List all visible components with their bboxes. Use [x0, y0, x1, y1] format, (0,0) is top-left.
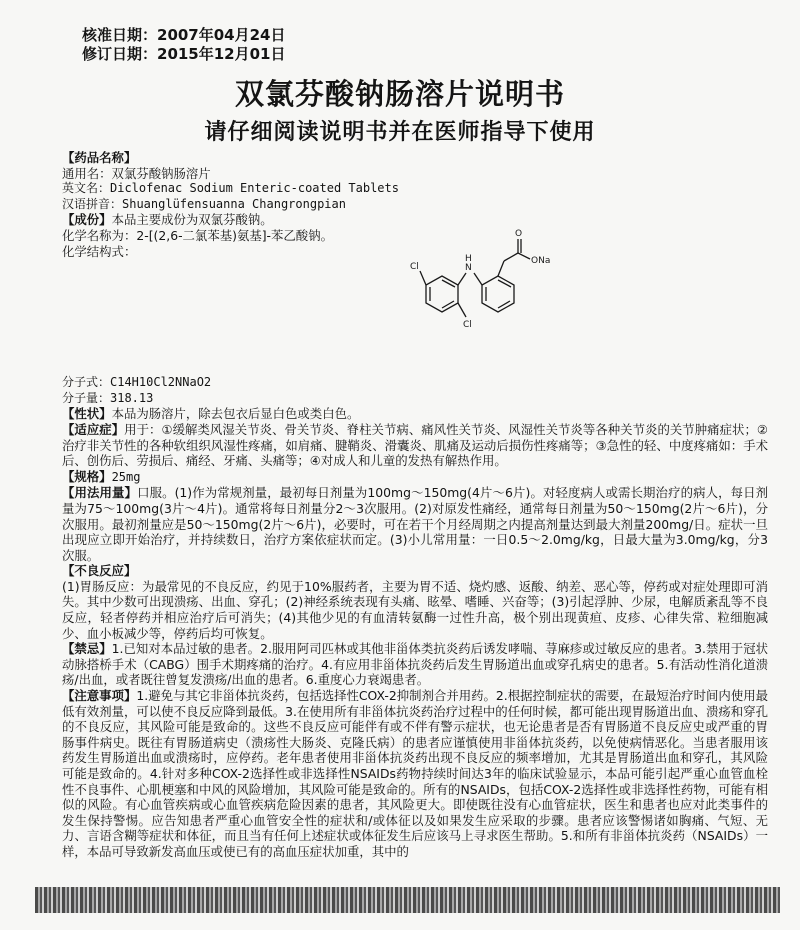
pinyin-name: 汉语拼音：Shuanglüfensuanna Changrongpian [62, 196, 346, 211]
dosage-section [62, 485, 768, 563]
ingredients-line [62, 212, 768, 228]
document-title: 双氯芬酸钠肠溶片说明书 [234, 77, 565, 111]
structure-label: 化学结构式： [62, 243, 137, 259]
approval-date: 核准日期：2007年04月24日 [82, 26, 286, 44]
dosage-heading: 【用法用量】 [62, 485, 138, 501]
contra-section [62, 641, 768, 688]
atom-cl-bottom: Cl [463, 320, 472, 330]
atom-o: O [515, 229, 523, 239]
spec-text: 25mg [111, 469, 141, 484]
caution-text: 1.避免与其它非甾体抗炎药，包括选择性COX-2抑制剂合并用药。2.根据控制症状的需要，在最短治疗时间内使用最低有效剂量，可以使不良反应降到最低。3.在使用所有非甾体抗炎药治疗过程中的任何时候，都可能出现胃肠道出血、溃疡和穿孔的不良反应，其风险可能是致命的。这些不良反应可能伴有或不伴有警示症状，也无论患者是否有胃肠道不良反应史或严重的胃肠事件病史。既往有胃肠道病史（溃疡性大肠炎、克隆氏病）的患者应谨慎使用非甾体抗炎药，以免使病情恶化。当患者服用该药发生胃肠道出血或溃疡时，应停药。老年患者使用非甾体抗炎药出现不良反应的频率增加，尤其是胃肠道出血和穿孔，其风险可能是致命的。4.针对多种COX-2选择性或非选择性NSAIDs药物持续时间达3年的临床试验显示，本品可能引起严重心血管血栓性不良事件、心肌梗塞和中风的风险增加，其风险可能是致命的。所有的NSAIDs，包括COX-2选择性或非选择性药物，可能有相似的风险。有心血管疾病或心血管疾病危险因素的患者，其风险更大。即使既往没有心血管症状，医生和患者也应对此类事件的发生保持警惕。应告知患者严重心血管安全性的症状和/或体征以及如果发生应采取的步骤。患者应该警惕诸如胸痛、气短、无力、言语含糊等症状和体征，而且当有任何上述症状或体征发生后应该马上寻求医生帮助。5.和所有非甾体抗炎药（NSAIDs）一样，本品可导致新发高血压或使已有的高血压症状加重，其中的 [62, 688, 769, 859]
document-subtitle: 请仔细阅读说明书并在医师指导下使用 [204, 120, 596, 145]
molecular-weight: 分子量：318.13 [62, 390, 154, 405]
molecular-formula: 分子式：C14H10Cl2NNaO2 [62, 375, 212, 390]
character-section [62, 406, 768, 422]
spec-section [62, 469, 768, 486]
atom-n: N [465, 263, 472, 273]
character-heading: 【性状】 [62, 406, 112, 422]
caution-section [62, 688, 768, 860]
structure-spacer [62, 259, 768, 375]
indications-section [62, 422, 768, 469]
dosage-text: 口服。(1)作为常规剂量，最初每日剂量为100mg～150mg(4片～6片)。对轻度病人或需长期治疗的病人，每日剂量为75～100mg(3片～4片)。通常将每日剂量分2～3次服用。(2)对原发性痛经，通常每日剂量为50～150mg(2片～6片)，分次服用。最初剂量应是50～150mg(2片～6片)，必要时，可在若干个月经周期之内提高剂量达到最大剂量200mg/日。症状一旦出现应立即开始治疗，并持续数日，治疗方案依症状而定。(3)小儿常用量：一日0.5～2.0mg/kg，日最大量为3.0mg/kg，分3次服。 [62, 485, 769, 563]
ingredients-heading: 【成份】 [62, 212, 112, 228]
character-text: 本品为肠溶片，除去包衣后显白色或类白色。 [111, 406, 360, 422]
atom-ona: ONa [531, 256, 551, 266]
scan-edge-band [35, 887, 780, 913]
contra-heading: 【禁忌】 [62, 641, 112, 657]
spec-heading: 【规格】 [62, 468, 112, 484]
drug-name-heading: 【药品名称】 [62, 150, 137, 165]
generic-name: 通用名：双氯芬酸钠肠溶片 [62, 165, 211, 181]
adverse-text: (1)胃肠反应：为最常见的不良反应，约见于10%服药者，主要为胃不适、烧灼感、返酸、纳差、恶心等，停药或对症处理即可消失。其中少数可出现溃疡、出血、穿孔；(2)神经系统表现有头痛、眩晕、嗜睡、兴奋等；(3)引起浮肿、少尿，电解质紊乱等不良反应，轻者停药并相应治疗后可消失；(4)其他少见的有血清转氨酶一过性升高，极个别出现黄疸、皮疹、心律失常、粒细胞减少、血小板减少等，停药后均可恢复。 [62, 578, 768, 641]
chemical-name: 化学名称为：2-[(2,6-二氯苯基)氨基]-苯乙酸钠。 [62, 227, 333, 243]
document-body [62, 150, 768, 860]
english-name: 英文名：Diclofenac Sodium Enteric-coated Tablets [62, 181, 399, 196]
indications-heading: 【适应症】 [62, 421, 125, 437]
revision-date: 修订日期：2015年12月01日 [82, 45, 286, 63]
adverse-heading: 【不良反应】 [62, 563, 137, 579]
atom-h: H [465, 254, 472, 264]
ingredients-text: 本品主要成份为双氯芬酸钠。 [111, 212, 273, 228]
caution-heading: 【注意事项】 [62, 688, 137, 704]
atom-cl-top: Cl [410, 262, 419, 272]
date-block [82, 26, 286, 64]
indications-text: 用于：①缓解类风湿关节炎、骨关节炎、脊柱关节病、痛风性关节炎、风湿性关节炎等各种关节炎的关节肿痛症状；②治疗非关节性的各种软组织风湿性疼痛，如肩痛、腱鞘炎、滑囊炎、肌痛及运动后损伤性疼痛等；③急性的轻、中度疼痛如：手术后、创伤后、劳损后、痛经、牙痛、头痛等；④对成人和儿童的发热有解热作用。 [62, 421, 769, 469]
contra-text: 1.已知对本品过敏的患者。2.服用阿司匹林或其他非甾体类抗炎药后诱发哮喘、荨麻疹或过敏反应的患者。3.禁用于冠状动脉搭桥手术（CABG）围手术期疼痛的治疗。4.有应用非甾体抗炎药后发生胃肠道出血或穿孔病史的患者。5.有活动性消化道溃疡/出血，或者既往曾复发溃疡/出血的患者。6.重度心力衰竭患者。 [62, 641, 769, 688]
